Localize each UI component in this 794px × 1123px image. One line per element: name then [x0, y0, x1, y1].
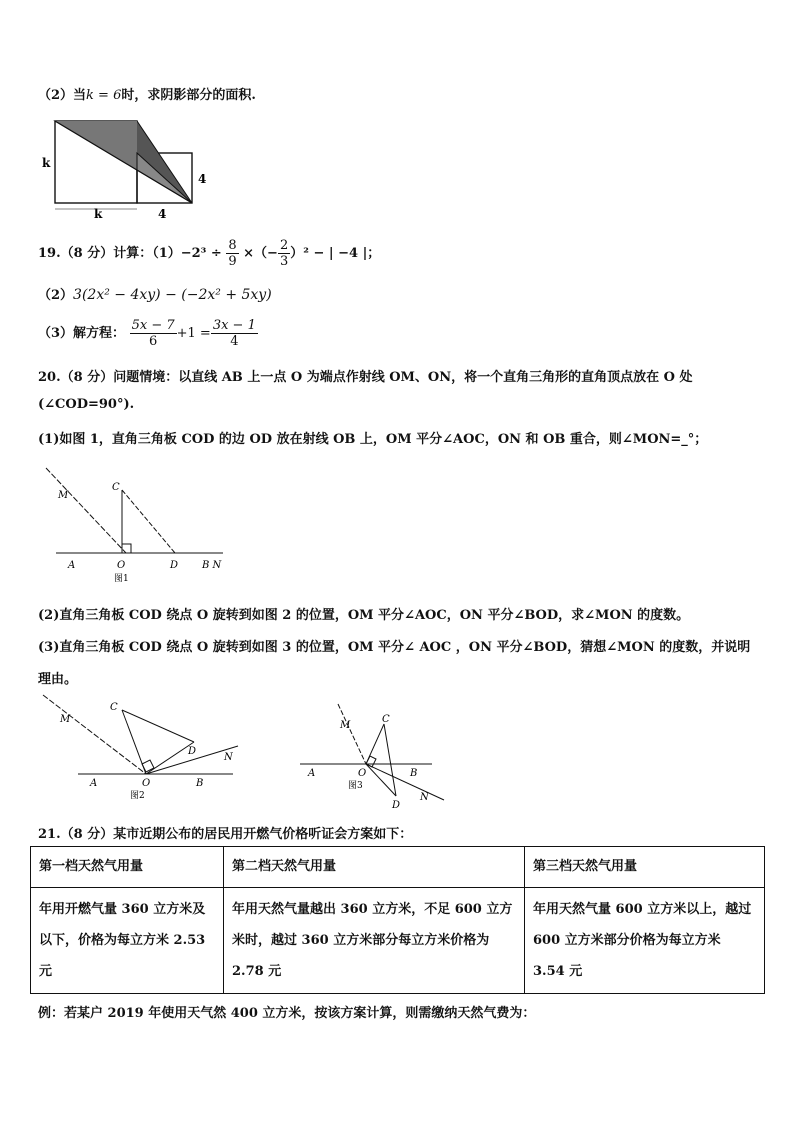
q21-line1: 21.（8 分）某市近期公布的居民用开燃气价格听证会方案如下： — [38, 827, 413, 842]
fig1-label-d: D — [170, 560, 179, 571]
q18-part2-rest: 时，求阴影部分的面积. — [121, 88, 256, 103]
fig1-label-m: M — [58, 490, 69, 501]
q19-p3-label: （3）解方程： — [38, 326, 126, 341]
fraction-8-9: $\frac{8}{9}$ — [228, 238, 237, 269]
fig3-label-m: M — [340, 720, 351, 731]
figure-2 — [38, 690, 248, 805]
table-cell: 年用天然气量越出 360 立方米，不足 600 立方米时，越过 360 立方米部分每立方米价格为 2.78 元 — [224, 888, 525, 994]
q19-head: 19.（8 分）计算：（1） — [38, 246, 181, 261]
fig1-label-o: O — [117, 560, 126, 571]
q20-line4: (2)直角三角板 COD 绕点 O 旋转到如图 2 的位置，OM 平分∠AOC，ON 平分∠BOD，求∠MON 的度数。 — [38, 608, 690, 623]
fig1-caption: 图1 — [114, 574, 129, 584]
table-header: 第三档天然气用量 — [525, 847, 765, 888]
q18-k-value: k = 6 — [86, 88, 122, 103]
fig2-label-c: C — [110, 702, 118, 713]
q19-part3 — [38, 318, 258, 349]
fraction-3x-1-over-4: $\frac{3x - 1}{4}$ — [212, 318, 256, 349]
fig2-label-a: A — [90, 778, 98, 789]
q18-figure — [38, 115, 218, 225]
q20-line2: (∠COD=90°). — [38, 397, 135, 412]
fig2-label-d: D — [188, 746, 197, 757]
q19-part2 — [38, 284, 272, 303]
q19-p2-label: （2） — [38, 288, 74, 303]
q20-line6: 理由。 — [38, 672, 78, 687]
table-header: 第二档天然气用量 — [224, 847, 525, 888]
q19-part1 — [38, 238, 380, 269]
q20-line1: 20.（8 分）问题情境：以直线 AB 上一点 O 为端点作射线 OM、ON，将一个直角三角形的直角顶点放在 O 处 — [38, 370, 693, 385]
fraction-2-3: $\frac{2}{3}$ — [279, 238, 289, 269]
fig3-label-d: D — [392, 800, 401, 810]
label-k-left: k — [42, 156, 51, 170]
q20-line3: (1)如图 1，直角三角板 COD 的边 OD 放在射线 OB 上，OM 平分∠AOC，ON 和 OB 重合，则∠MON=_°； — [38, 432, 708, 447]
fig2-label-b: B — [196, 778, 204, 789]
shaded-triangle-2 — [137, 153, 192, 203]
q19-p2-expr: 3(2x² − 4xy) − (−2x² + 5xy) — [73, 287, 272, 303]
q18-part2-label: （2）当 — [38, 88, 87, 103]
label-4-bottom: 4 — [158, 207, 167, 221]
figure-1 — [38, 460, 238, 585]
fig3-label-o: O — [358, 768, 367, 779]
fig3-caption: 图3 — [348, 781, 363, 791]
fraction-5x-7-over-6: $\frac{5x - 7}{6}$ — [131, 318, 175, 349]
q19-p1-b: ×（− — [243, 246, 278, 261]
q21-example: 例：若某户 2019 年使用天气然 400 立方米，按该方案计算，则需缴纳天然气费为： — [38, 1006, 536, 1021]
q18-part2 — [38, 84, 256, 103]
fig2-label-m: M — [60, 714, 71, 725]
fig1-label-bn: B N — [202, 560, 222, 571]
fig1-label-c: C — [112, 482, 120, 493]
fig1-label-a: A — [68, 560, 76, 571]
fig3-label-c: C — [382, 714, 390, 725]
q19-p1-c: ）² − | −4 |； — [290, 246, 381, 261]
table-cell: 年用天然气量 600 立方米以上，越过 600 立方米部分价格为每立方米 3.54 元 — [525, 888, 765, 994]
table-header: 第一档天然气用量 — [31, 847, 224, 888]
q19-p1-a: −2³ ÷ — [180, 246, 222, 261]
table-row — [31, 888, 765, 994]
fig3-label-b: B — [410, 768, 418, 779]
figure-3 — [296, 700, 456, 810]
fig2-label-o: O — [142, 778, 151, 789]
label-4-right: 4 — [198, 172, 207, 186]
q19-p3-mid: +1 = — [176, 326, 211, 341]
fig3-label-n: N — [420, 792, 429, 803]
table-header-row — [31, 847, 765, 888]
gas-price-table — [30, 846, 765, 994]
table-cell: 年用开燃气量 360 立方米及以下，价格为每立方米 2.53 元 — [31, 888, 224, 994]
fig2-caption: 图2 — [130, 791, 145, 801]
fig3-label-a: A — [308, 768, 316, 779]
fig2-label-n: N — [224, 752, 233, 763]
q20-line5: (3)直角三角板 COD 绕点 O 旋转到如图 3 的位置，OM 平分∠ AOC ，ON 平分∠BOD，猜想∠MON 的度数，并说明 — [38, 640, 751, 655]
label-k-bottom: k — [94, 207, 103, 221]
